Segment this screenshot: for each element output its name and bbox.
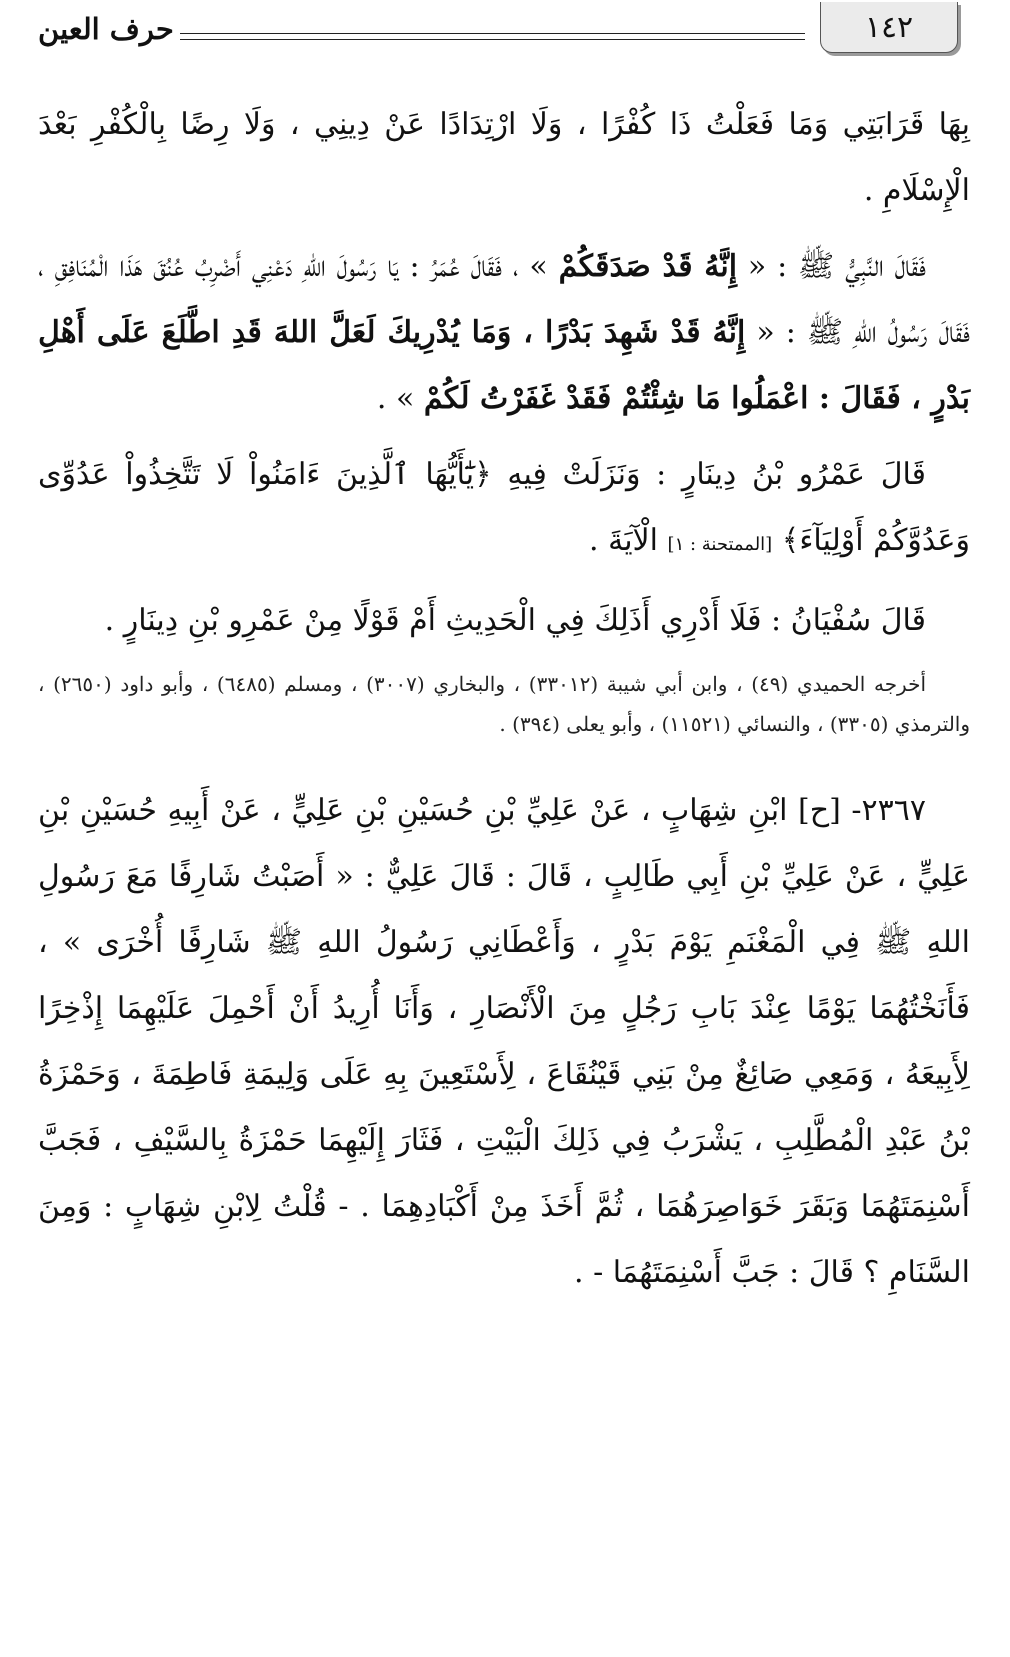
text-segment: » ، فَقَالَ عُمَرُ : يَا رَسُولَ اللهِ دَعْنِي أَضْرِبُ عُنُقَ هَذَا الْمُنَافِقِ ، فَقَالَ رَسُولُ اللهِ ﷺ : « [38, 249, 970, 350]
paragraph-sufyan: قَالَ سُفْيَانُ : فَلَا أَدْرِي أَذَلِكَ فِي الْحَدِيثِ أَمْ قَوْلًا مِنْ عَمْرِو بْنِ دِينَارٍ . [104, 603, 926, 638]
page-number: ١٤٢ [820, 2, 958, 53]
paragraph-amr-ibn-dinar [38, 442, 970, 578]
paragraph-continuation: بِهَا قَرَابَتِي وَمَا فَعَلْتُ ذَا كُفْرًا ، وَلَا ارْتِدَادًا عَنْ دِينِي ، وَلَا رِضًا بِالْكُفْرِ بَعْدَ الْإِسْلَامِ . [38, 107, 970, 208]
prophetic-quote: إِنَّهُ قَدْ صَدَقَكُمْ [558, 249, 738, 284]
page-header [0, 0, 1010, 70]
header-rule [180, 33, 805, 40]
section-title: حرف العين [38, 12, 174, 46]
page-body [38, 92, 970, 1316]
text-segment: » . [376, 381, 424, 416]
text-segment: فَقَالَ النَّبِيُّ ﷺ : « [737, 249, 926, 284]
quran-reference: [الممتحنة : ١] [667, 534, 773, 555]
prophetic-quote: إِنَّهُ قَدْ شَهِدَ بَدْرًا ، وَمَا يُدْرِيكَ لَعَلَّ اللهَ قَدِ اطَّلَعَ عَلَى أَهْلِ بَدْرٍ ، فَقَالَ : اعْمَلُوا مَا شِئْتُمْ فَقَدْ غَفَرْتُ لَكُمْ [38, 315, 970, 416]
paragraph-hadith-response [38, 234, 970, 432]
text-segment: قَالَ عَمْرُو بْنُ دِينَارٍ : وَنَزَلَتْ فِيهِ ﴿يَٰٓأَيُّهَا ٱلَّذِينَ ءَامَنُواْ لَا تَتَّخِذُواْ عَدُوِّى وَعَدُوَّكُمْ أَوْلِيَآءَ﴾ [38, 457, 970, 558]
text-segment: الْآيَةَ . [589, 523, 668, 558]
paragraph-hadith-2367: ٢٣٦٧- [ح] ابْنِ شِهَابٍ ، عَنْ عَلِيِّ بْنِ حُسَيْنِ بْنِ عَلِيٍّ ، عَنْ أَبِيهِ حُسَيْنِ بْنِ عَلِيٍّ ، عَنْ عَلِيِّ بْنِ أَبِي طَالِبٍ ، قَالَ : قَالَ عَلِيٌّ : « أَصَبْتُ شَارِفًا مَعَ رَسُولِ اللهِ ﷺ فِي الْمَغْنَمِ يَوْمَ بَدْرٍ ، وَأَعْطَانِي رَسُولُ اللهِ ﷺ شَارِفًا أُخْرَى » ، فَأَنَخْتُهُمَا يَوْمًا عِنْدَ بَابِ رَجُلٍ مِنَ الْأَنْصَارِ ، وَأَنَا أُرِيدُ أَنْ أَحْمِلَ عَلَيْهِمَا إِذْخِرًا لِأَبِيعَهُ ، وَمَعِي صَائِغٌ مِنْ بَنِي قَيْنُقَاعَ ، لِأَسْتَعِينَ بِهِ عَلَى وَلِيمَةِ فَاطِمَةَ ، وَحَمْزَةُ بْنُ عَبْدِ الْمُطَّلِبِ ، يَشْرَبُ فِي ذَلِكَ الْبَيْتِ ، فَثَارَ إِلَيْهِمَا حَمْزَةُ بِالسَّيْفِ ، فَجَبَّ أَسْنِمَتَهُمَا وَبَقَرَ خَوَاصِرَهُمَا ، ثُمَّ أَخَذَ مِنْ أَكْبَادِهِمَا . - قُلْتُ لِابْنِ شِهَابٍ : وَمِنَ السَّنَامِ ؟ قَالَ : جَبَّ أَسْنِمَتَهُمَا - . [38, 793, 970, 1290]
takhrij-note: أخرجه الحميدي (٤٩) ، وابن أبي شيبة (٣٣٠١٢) ، والبخاري (٣٠٠٧) ، ومسلم (٦٤٨٥) ، وأبو داود (٢٦٥٠) ، والترمذي (٣٣٠٥) ، والنسائي (١١٥٢١) ، وأبو يعلى (٣٩٤) . [38, 672, 970, 736]
